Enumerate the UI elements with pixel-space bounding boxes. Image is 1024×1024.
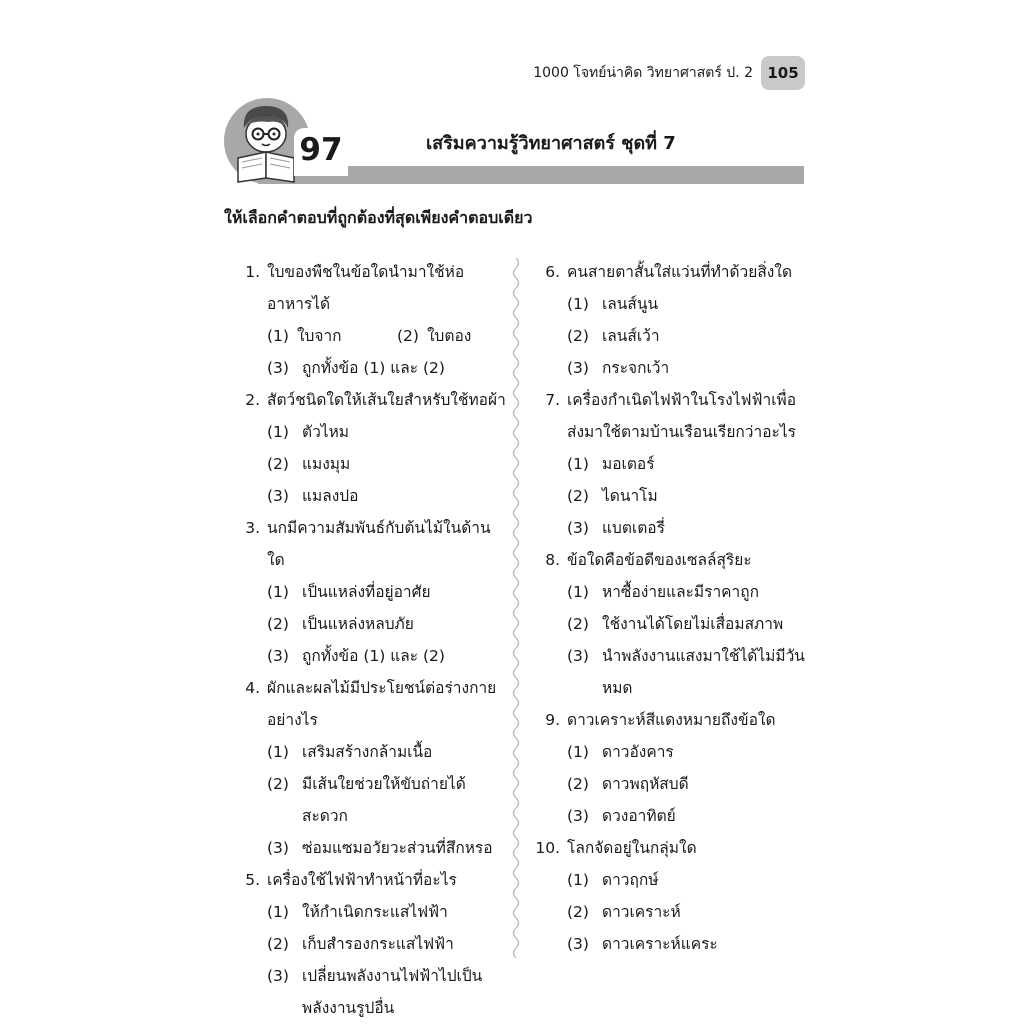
choice-text: ดวงอาทิตย์: [602, 807, 676, 825]
question-number: 6.: [545, 263, 560, 281]
choice-3: [567, 800, 808, 832]
choice-1: [267, 896, 506, 928]
choice-2: [567, 896, 808, 928]
choice-label: (1): [567, 871, 589, 889]
choice-label: (3): [267, 647, 289, 665]
choice-text: ดาวอังคาร: [602, 743, 674, 761]
choice-label: (2): [267, 935, 289, 953]
instruction: ให้เลือกคำตอบที่ถูกต้องที่สุดเพียงคำตอบเดียว: [224, 208, 533, 227]
choice-text: เลนส์เว้า: [602, 327, 660, 345]
choice-text: ใบจาก: [296, 327, 342, 345]
running-head: [520, 56, 805, 90]
question-5: [236, 864, 506, 1024]
choice-text: นำพลังงานแสงมาใช้ได้ไม่มีวันหมด: [602, 647, 805, 697]
choice-text: แมลงปอ: [302, 487, 359, 505]
choice-2: [267, 448, 506, 480]
choice-text: ใบตอง: [426, 327, 472, 345]
choice-2: [267, 768, 506, 832]
choice-text: เลนส์นูน: [602, 295, 659, 313]
choice-text: เก็บสำรองกระแสไฟฟ้า: [302, 935, 454, 953]
exercise-number: 97: [299, 132, 343, 168]
question-number: 9.: [545, 711, 560, 729]
book-title: 1000 โจทย์น่าคิด วิทยาศาสตร์ ป. 2: [533, 65, 753, 81]
question-number: 7.: [545, 391, 560, 409]
choice-label: (1): [567, 295, 589, 313]
questions-right-column: [536, 256, 808, 960]
choice-1: [567, 736, 808, 768]
choice-label: (3): [267, 967, 289, 985]
choice-text: ดาวเคราะห์แคระ: [602, 935, 718, 953]
choice-text: ถูกทั้งข้อ (1) และ (2): [302, 359, 445, 377]
choice-text: เสริมสร้างกล้ามเนื้อ: [302, 743, 433, 761]
question-text: สัตว์ชนิดใดให้เส้นใยสำหรับใช้ทอผ้า: [267, 391, 506, 409]
choice-text: ดาวฤกษ์: [602, 871, 659, 889]
choice-1: [567, 576, 808, 608]
question-number: 1.: [245, 263, 260, 281]
choice-1: [567, 448, 808, 480]
question-2: [236, 384, 506, 512]
choice-text: ใช้งานได้โดยไม่เสื่อมสภาพ: [602, 615, 784, 633]
choice-label: (2): [267, 615, 289, 633]
choice-2: [567, 608, 808, 640]
question-text: ข้อใดคือข้อดีของเซลล์สุริยะ: [567, 551, 752, 569]
choice-label: (2): [567, 327, 589, 345]
wavy-divider: [509, 258, 523, 958]
choice-text: แมงมุม: [302, 455, 351, 473]
choice-label: (3): [567, 807, 589, 825]
choice-3: [567, 352, 808, 384]
exercise-title: เสริมความรู้วิทยาศาสตร์ ชุดที่ 7: [426, 133, 676, 154]
question-number: 2.: [245, 391, 260, 409]
choice-2: [267, 608, 506, 640]
choice-1: [267, 736, 506, 768]
choice-label: (2): [397, 327, 419, 345]
choice-text: ดาวเคราะห์: [602, 903, 681, 921]
choice-1: [267, 416, 506, 448]
choice-label: (1): [567, 743, 589, 761]
choice-label: (1): [567, 455, 589, 473]
question-9: [536, 704, 808, 832]
choice-3: [567, 928, 808, 960]
choice-1: [567, 864, 808, 896]
choice-text: มอเตอร์: [602, 455, 655, 473]
choice-text: ถูกทั้งข้อ (1) และ (2): [302, 647, 445, 665]
choice-text: มีเส้นใยช่วยให้ขับถ่ายได้สะดวก: [302, 775, 466, 825]
choice-3: [267, 640, 506, 672]
question-3: [236, 512, 506, 672]
choice-1: [267, 320, 342, 352]
choice-label: (2): [567, 615, 589, 633]
choice-label: (3): [267, 487, 289, 505]
choice-3: [567, 512, 808, 544]
question-text: เครื่องกำเนิดไฟฟ้าในโรงไฟฟ้าเพื่อส่งมาใช้ตามบ้านเรือนเรียกว่าอะไร: [567, 391, 797, 441]
choice-1: [267, 576, 506, 608]
choice-3: [267, 352, 506, 384]
choice-2: [567, 320, 808, 352]
choice-label: (3): [567, 935, 589, 953]
choice-label: (1): [567, 583, 589, 601]
choice-label: (1): [267, 743, 289, 761]
question-1: [236, 256, 506, 384]
question-text: ผักและผลไม้มีประโยชน์ต่อร่างกายอย่างไร: [267, 679, 497, 729]
choice-3: [267, 832, 506, 864]
choice-label: (1): [267, 903, 289, 921]
choice-text: หาซื้อง่ายและมีราคาถูก: [602, 583, 760, 601]
choice-text: กระจกเว้า: [602, 359, 670, 377]
question-number: 10.: [535, 839, 560, 857]
choice-text: เป็นแหล่งที่อยู่อาศัย: [302, 583, 431, 601]
choice-label: (1): [267, 583, 289, 601]
page-number: 105: [761, 56, 805, 90]
choice-text: ไดนาโม: [602, 487, 658, 505]
choice-text: ดาวพฤหัสบดี: [602, 775, 689, 793]
choice-label: (2): [267, 775, 289, 793]
question-text: นกมีความสัมพันธ์กับต้นไม้ในด้านใด: [267, 519, 491, 569]
questions-left-column: [236, 256, 506, 1024]
question-7: [536, 384, 808, 544]
choice-text: ซ่อมแซมอวัยวะส่วนที่สึกหรอ: [302, 839, 493, 857]
choice-3: [267, 480, 506, 512]
question-number: 3.: [245, 519, 260, 537]
choice-2: [267, 928, 506, 960]
choice-2: [567, 768, 808, 800]
choice-text: แบตเตอรี่: [602, 519, 665, 537]
choice-text: ตัวไหม: [302, 423, 349, 441]
choice-label: (3): [267, 359, 289, 377]
question-6: [536, 256, 808, 384]
choice-label: (1): [267, 423, 289, 441]
choice-label: (3): [567, 519, 589, 537]
choice-2: [397, 320, 471, 352]
question-number: 8.: [545, 551, 560, 569]
question-number: 4.: [245, 679, 260, 697]
question-text: ดาวเคราะห์สีแดงหมายถึงข้อใด: [567, 711, 776, 729]
choice-label: (2): [567, 903, 589, 921]
question-10: [536, 832, 808, 960]
choice-label: (2): [567, 487, 589, 505]
question-text: โลกจัดอยู่ในกลุ่มใด: [567, 839, 697, 857]
choice-3: [567, 640, 808, 704]
choice-2: [567, 480, 808, 512]
question-text: ใบของพืชในข้อใดนำมาใช้ห่ออาหารได้: [267, 263, 465, 313]
question-text: เครื่องใช้ไฟฟ้าทำหน้าที่อะไร: [267, 871, 457, 889]
choice-text: เป็นแหล่งหลบภัย: [302, 615, 414, 633]
choice-text: เปลี่ยนพลังงานไฟฟ้าไปเป็นพลังงานรูปอื่น: [302, 967, 483, 1017]
choice-text: ให้กำเนิดกระแสไฟฟ้า: [302, 903, 448, 921]
choice-label: (3): [267, 839, 289, 857]
choice-label: (1): [267, 327, 289, 345]
choice-1: [567, 288, 808, 320]
question-4: [236, 672, 506, 864]
choice-label: (2): [267, 455, 289, 473]
question-number: 5.: [245, 871, 260, 889]
question-text: คนสายตาสั้นใส่แว่นที่ทำด้วยสิ่งใด: [567, 263, 793, 281]
choice-row: [267, 320, 506, 352]
choice-label: (2): [567, 775, 589, 793]
choice-label: (3): [567, 647, 589, 665]
choice-3: [267, 960, 506, 1024]
choice-label: (3): [567, 359, 589, 377]
question-8: [536, 544, 808, 704]
